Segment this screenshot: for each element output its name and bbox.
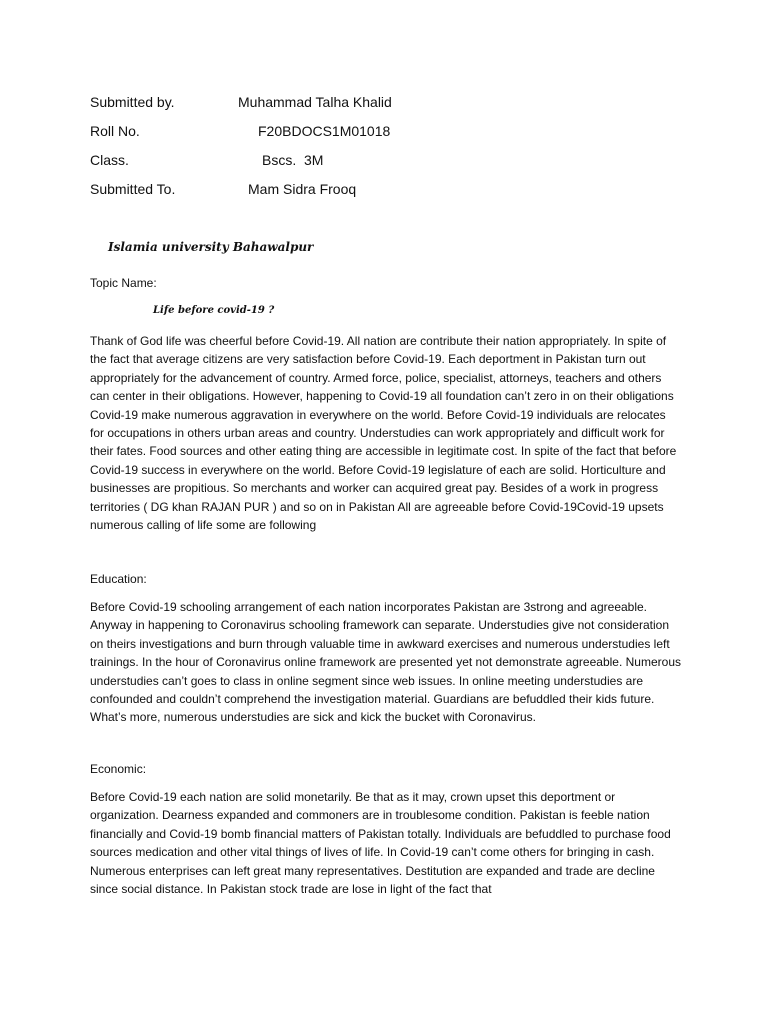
education-heading: Education: bbox=[90, 572, 147, 586]
submitted-to-value: Mam Sidra Frooq bbox=[248, 181, 357, 197]
class-value: Bscs. 3M bbox=[262, 152, 324, 168]
topic-title: Life before covid-19 ? bbox=[153, 305, 275, 316]
submitted-by-row bbox=[90, 94, 690, 116]
submitted-by-label: Submitted by. bbox=[90, 94, 175, 110]
roll-no-row bbox=[90, 123, 690, 145]
intro-paragraph: Thank of God life was cheerful before Covid-19. All nation are contribute their nation appropriately. In spite of the fact that average citizens are very satisfaction before Covid-19. Each deportment in Pakistan turn out appropriately for the advancement of country. Armed force, police, specialist, attorneys, teachers and others can center in their obligations. However, happening to Covid-19 all foundation can’t zero in on their obligations Covid-19 make numerous aggravation in everywhere on the world. Before Covid-19 individuals are relocates for occupations in others urban areas and country. Understudies can work appropriately and difficult work for their fates. Food sources and other eating thing are accessible in legitimate cost. In spite of the fact that before Covid-19 success in everywhere on the world. Before Covid-19 legislature of each are solid. Horticulture and businesses are propitious. So merchants and worker can acquired great pay. Besides of a work in progress territories ( DG khan RAJAN PUR ) and so on in Pakistan All are agreeable before Covid-19Covid-19 upsets numerous calling of life some are following bbox=[90, 334, 677, 533]
roll-no-label: Roll No. bbox=[90, 123, 140, 139]
submitted-by-value: Muhammad Talha Khalid bbox=[238, 94, 392, 110]
education-paragraph: Before Covid-19 schooling arrangement of each nation incorporates Pakistan are 3strong and agreeable. Anyway in happening to Coronavirus schooling framework can separate. Understudies give not consideration on theirs investigations and burn through valuable time in awkward exercises and numerous understudies left trainings. In the hour of Coronavirus online framework are presented yet not demonstrate agreeable. Numerous understudies can’t goes to class in online segment since web issues. In online meeting understudies are confounded and couldn’t comprehend the investigation material. Guardians are befuddled their kids future. What’s more, numerous understudies are sick and kick the bucket with Coronavirus. bbox=[90, 600, 681, 725]
roll-no-value: F20BDOCS1M01018 bbox=[258, 123, 391, 139]
submitted-to-row bbox=[90, 181, 690, 203]
university-name: Islamia university Bahawalpur bbox=[108, 240, 314, 254]
topic-label: Topic Name: bbox=[90, 276, 157, 290]
class-row bbox=[90, 152, 690, 174]
submitted-to-label: Submitted To. bbox=[90, 181, 176, 197]
economic-paragraph: Before Covid-19 each nation are solid monetarily. Be that as it may, crown upset this deportment or organization. Dearness expanded and commoners are in troublesome condition. Pakistan is feeble nation financially and Covid-19 bomb financial matters of Pakistan totally. Individuals are befuddled to purchase food sources medication and other vital things of lives of life. In Covid-19 can’t come others for bringing in cash. Numerous enterprises can left great many representatives. Destitution are expanded and trade are decline since social distance. In Pakistan stock trade are lose in light of the fact that bbox=[90, 790, 671, 897]
class-label: Class. bbox=[90, 152, 129, 168]
economic-heading: Economic: bbox=[90, 762, 147, 776]
